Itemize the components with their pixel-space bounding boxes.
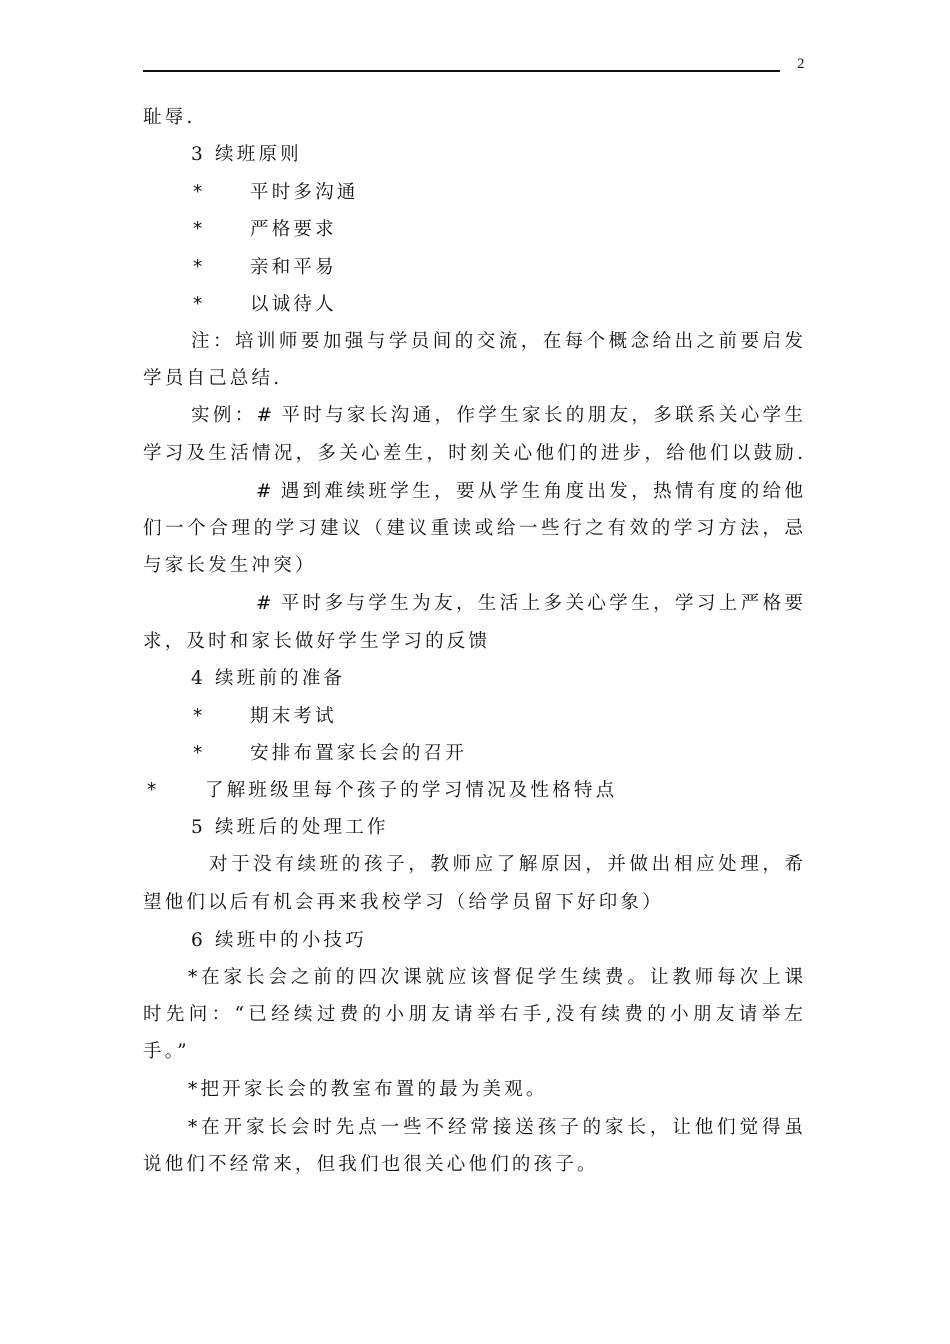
section-heading: 3 续班原则: [191, 144, 302, 165]
bullet-marker: *: [147, 780, 157, 801]
bullet-marker: *: [193, 706, 203, 727]
page-number: 2: [797, 56, 805, 72]
tip-text: *在家长会之前的四次课就应该督促学生续费。让教师每次上课: [188, 967, 803, 988]
example-text: 学习及生活情况，多关心差生，时刻关心他们的进步，给他们以鼓励.: [143, 443, 803, 464]
bullet-text: 期末考试: [250, 706, 337, 727]
tip-text: 说他们不经常来，但我们也很关心他们的孩子。: [143, 1154, 599, 1175]
note-text: 学员自己总结.: [143, 368, 283, 389]
example-text: 实例：# 平时与家长沟通，作学生家长的朋友，多联系关心学生: [191, 405, 803, 426]
section-heading: 6 续班中的小技巧: [191, 930, 367, 951]
tip-text: *在开家长会时先点一些不经常接送孩子的家长，让他们觉得虽: [188, 1117, 803, 1138]
bullet-text: 亲和平易: [250, 257, 337, 278]
bullet-marker: *: [193, 743, 203, 764]
bullet-marker: *: [193, 219, 203, 240]
body-text: 对于没有续班的孩子，教师应了解原因，并做出相应处理，希: [209, 854, 803, 875]
example-text: 们一个合理的学习建议（建议重读或给一些行之有效的学习方法，忌: [143, 518, 803, 539]
bullet-marker: *: [193, 294, 203, 315]
bullet-text: 了解班级里每个孩子的学习情况及性格特点: [205, 780, 618, 801]
bullet-text: 严格要求: [250, 219, 337, 240]
text-line: 耻辱.: [143, 107, 196, 128]
body-text: 望他们以后有机会再来我校学习（给学员留下好印象）: [143, 892, 664, 913]
section-heading: 5 续班后的处理工作: [191, 817, 389, 838]
tip-text: *把开家长会的教室布置的最为美观。: [188, 1079, 548, 1100]
section-heading: 4 续班前的准备: [191, 668, 346, 689]
bullet-text: 以诚待人: [250, 294, 337, 315]
header-rule: [143, 70, 780, 72]
bullet-marker: *: [193, 257, 203, 278]
bullet-marker: *: [193, 182, 203, 203]
bullet-text: 平时多沟通: [250, 182, 359, 203]
example-text: # 遇到难续班学生，要从学生角度出发，热情有度的给他: [256, 481, 803, 502]
tip-text: 手。”: [143, 1041, 190, 1062]
example-text: 求，及时和家长做好学生学习的反馈: [143, 631, 491, 652]
example-text: 与家长发生冲突）: [143, 555, 317, 576]
example-text: # 平时多与学生为友，生活上多关心学生，学习上严格要: [256, 593, 803, 614]
note-text: 注：培训师要加强与学员间的交流，在每个概念给出之前要启发: [191, 331, 803, 352]
bullet-text: 安排布置家长会的召开: [250, 743, 468, 764]
tip-text: 时先问：“已经续过费的小朋友请举右手,没有续费的小朋友请举左: [143, 1004, 803, 1025]
